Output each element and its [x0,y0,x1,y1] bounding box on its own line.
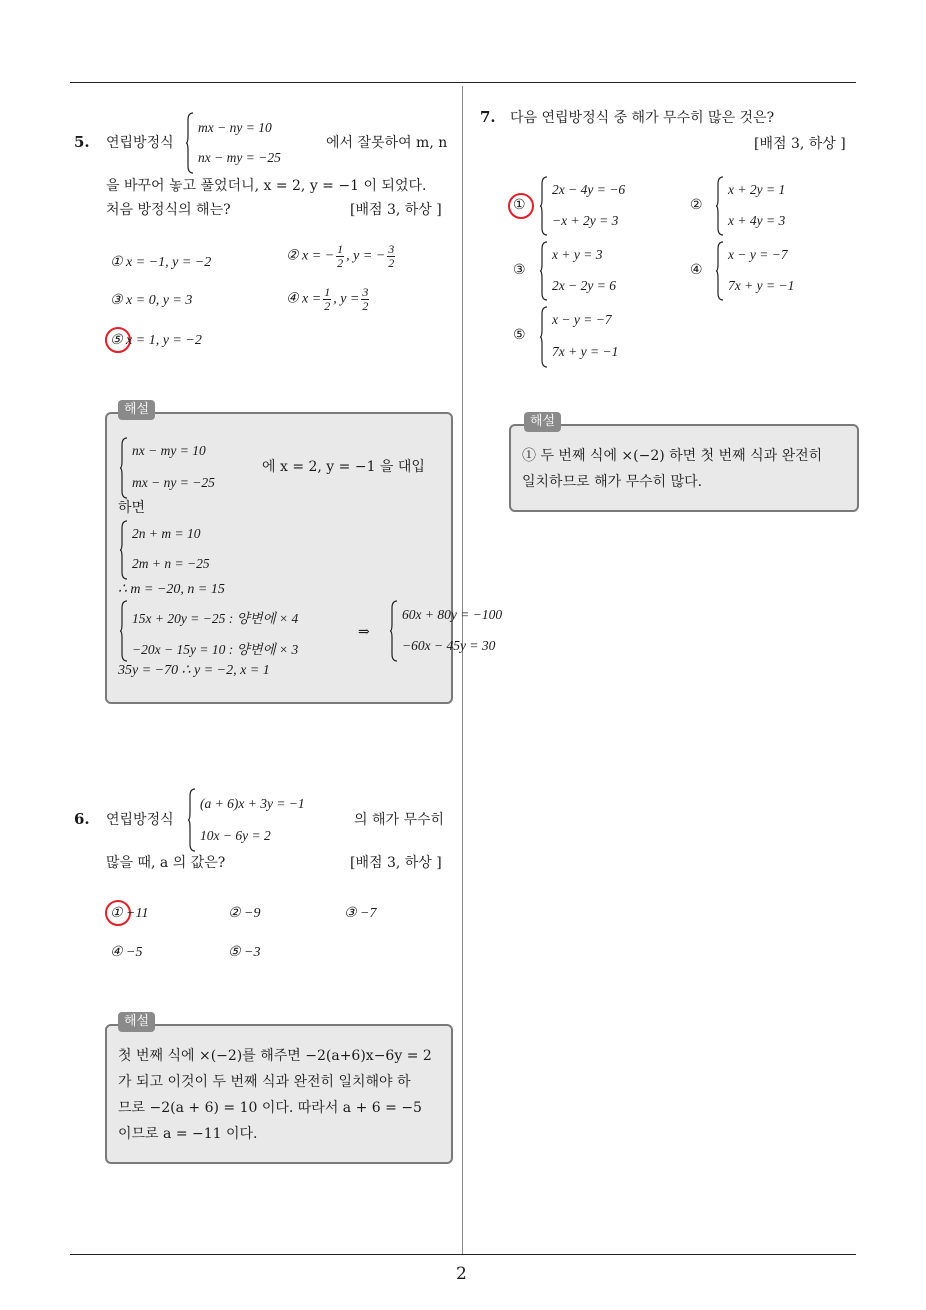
q7-eq: x + 2y = 1 [728,182,786,197]
q5-choice-4[interactable] [286,286,371,313]
q5-sol-system-4 [390,600,530,662]
brace-icon [120,520,128,580]
brace-icon [540,176,548,236]
q7-sol-line-2: 일치하므로 해가 무수히 많다. [522,474,703,490]
sol-eq: nx − my = 10 [132,443,206,458]
q6-system [188,788,338,852]
q7-solution-tag: 해설 [524,412,561,432]
q7-eq: 7x + y = −1 [728,278,795,293]
q5-number: 5. [74,133,90,151]
q7-eq: x − y = −7 [552,312,612,327]
bottom-rule [70,1254,856,1255]
q6-line2: 많을 때, a 의 값은? [106,855,226,871]
q6-choice-2[interactable]: ② −9 [228,906,261,921]
q5-choice-4-mid: , y = [333,291,360,307]
sol-eq: 2m + n = −25 [132,556,210,571]
brace-icon [186,112,194,174]
q7-eq: 2x − 4y = −6 [552,182,626,197]
q5-sol-system-1 [120,437,250,499]
q5-sol-system-2 [120,520,250,580]
column-divider [462,86,463,1254]
q7-option-4-mark[interactable]: ④ [690,262,703,278]
q7-solution-box [509,424,859,512]
q7-option-1-mark[interactable]: ① [513,197,526,213]
q7-sol-line-1: ① 두 번째 식에 ×(−2) 하면 첫 번째 식과 완전히 [522,448,823,464]
q5-choice-2-pre: ② x = − [286,248,335,264]
sol-eq: 2n + m = 10 [132,526,201,541]
q7-number: 7. [480,108,496,126]
q7-lead: 다음 연립방정식 중 해가 무수히 많은 것은? [510,110,775,126]
brace-icon [540,241,548,301]
q7-eq: 2x − 2y = 6 [552,278,616,293]
q5-sol-substitute: 에 x = 2, y = −1 을 대입 [262,459,425,475]
q5-choice-4-pre: ④ x = [286,291,322,307]
q5-solution-tag: 해설 [118,400,155,420]
q7-eq: x − y = −7 [728,247,788,262]
q5-sol-system-3 [120,600,350,662]
q5-sol-therefore: ∴ m = −20, n = 15 [118,582,225,597]
q6-solution-tag: 해설 [118,1012,155,1032]
q6-sol-line-1: 첫 번째 식에 ×(−2)를 해주면 −2(a+6)x−6y = 2 [118,1048,432,1064]
q7-option-5-system[interactable] [540,306,670,368]
q7-eq: x + y = 3 [552,247,603,262]
q7-option-5-mark[interactable]: ⑤ [513,327,526,343]
q5-line3: 처음 방정식의 해는? [106,202,231,218]
q6-tail: 의 해가 무수히 [354,812,445,828]
brace-icon [120,437,128,499]
q7-eq: 7x + y = −1 [552,344,619,359]
brace-icon [188,788,196,852]
q5-eq1: mx − ny = 10 [198,120,272,135]
q5-eq2: nx − my = −25 [198,150,281,165]
fraction: $\frac{1}{2}$ [337,242,344,270]
q6-score: [배점 3, 하상 ] [350,855,442,871]
q7-eq: x + 4y = 3 [728,213,786,228]
brace-icon [120,600,128,662]
page-number: 2 [456,1264,467,1284]
q5-choice-5[interactable]: ⑤ x = 1, y = −2 [110,333,202,348]
fraction: $\frac{1}{2}$ [324,285,331,313]
q6-lead: 연립방정식 [106,812,174,828]
q7-option-3-system[interactable] [540,241,670,301]
q6-choice-4[interactable]: ④ −5 [110,945,143,960]
brace-icon [716,241,724,301]
q7-eq: −x + 2y = 3 [552,213,619,228]
q6-sol-line-3: 므로 −2(a + 6) = 10 이다. 따라서 a + 6 = −5 [118,1100,422,1116]
q6-sol-line-2: 가 되고 이것이 두 번째 식과 완전히 일치해야 하 [118,1074,411,1090]
top-rule [70,82,856,83]
q5-score: [배점 3, 하상 ] [350,202,442,218]
q7-option-3-mark[interactable]: ③ [513,262,526,278]
q6-choice-1[interactable]: ① −11 [110,906,149,921]
q5-lead: 연립방정식 [106,135,174,151]
sol-eq: 15x + 20y = −25 : 양변에 × 4 [132,611,299,626]
sol-eq: 60x + 80y = −100 [402,607,503,622]
fraction: $\frac{3}{2}$ [388,242,395,270]
q7-score: [배점 3, 하상 ] [754,136,846,152]
q6-choice-3[interactable]: ③ −7 [344,906,377,921]
q5-choice-1[interactable]: ① x = −1, y = −2 [110,255,212,270]
q5-sol-final: 35y = −70 ∴ y = −2, x = 1 [118,663,270,678]
fraction: $\frac{3}{2}$ [362,285,369,313]
q6-eq1: (a + 6)x + 3y = −1 [200,796,305,811]
implies-arrow-icon: ⇒ [358,624,370,640]
brace-icon [716,176,724,236]
q6-number: 6. [74,810,90,828]
q5-sol-substitute-2: 하면 [118,500,146,516]
sol-eq: mx − ny = −25 [132,475,215,490]
q7-option-1-system[interactable] [540,176,670,236]
q5-choice-2-mid: , y = − [346,248,386,264]
q7-option-4-system[interactable] [716,241,836,301]
q5-tail: 에서 잘못하여 m, n [326,135,448,151]
brace-icon [540,306,548,368]
q5-choice-3[interactable]: ③ x = 0, y = 3 [110,293,193,308]
q7-option-2-mark[interactable]: ② [690,197,703,213]
q6-eq2: 10x − 6y = 2 [200,828,271,843]
brace-icon [390,600,398,662]
q5-line2: 을 바꾸어 놓고 풀었더니, x = 2, y = −1 이 되었다. [106,178,427,194]
q5-system [186,112,316,174]
sol-eq: −60x − 45y = 30 [402,638,496,653]
sol-eq: −20x − 15y = 10 : 양변에 × 3 [132,642,299,657]
q5-choice-2[interactable] [286,243,397,270]
q6-choice-5[interactable]: ⑤ −3 [228,945,261,960]
q7-option-2-system[interactable] [716,176,836,236]
q6-sol-line-4: 이므로 a = −11 이다. [118,1126,258,1142]
